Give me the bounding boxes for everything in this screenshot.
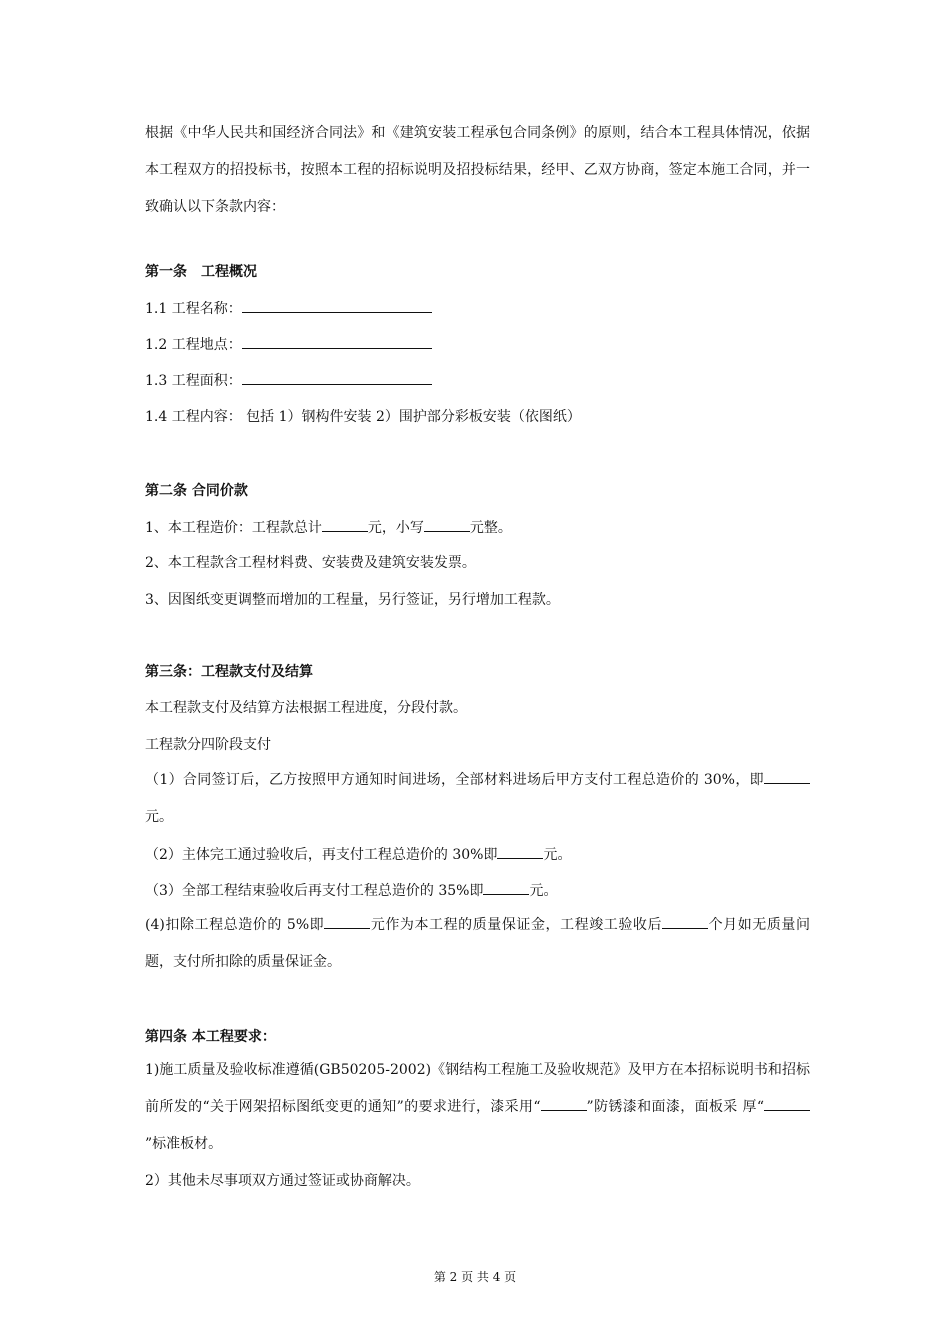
stage1-text: （1）合同签订后，乙方按照甲方通知时间进场，全部材料进场后甲方支付工程总造价的 30%，即	[145, 772, 764, 788]
project-area-label: 1.3 工程面积：	[145, 373, 242, 389]
stage1-blank[interactable]	[764, 769, 810, 784]
stage2-blank[interactable]	[497, 844, 543, 859]
stage4-text: (4)扣除工程总造价的 5%即	[145, 917, 325, 933]
price-includes-line: 2、本工程款含工程材料费、安装费及建筑安装发票。	[145, 555, 476, 571]
project-name-line	[145, 298, 810, 319]
section3-heading: 第三条：工程款支付及结算	[145, 664, 313, 680]
project-name-label: 1.1 工程名称：	[145, 301, 242, 317]
section2-heading: 第二条 合同价款	[145, 483, 248, 499]
section4-heading: 第四条 本工程要求：	[145, 1029, 276, 1045]
stage4-suffix: 个月如无质量问题，支付所扣除的质量保证金。	[145, 917, 810, 970]
stage4-amount-blank[interactable]	[324, 914, 370, 929]
price-total-blank[interactable]	[322, 517, 368, 532]
payment-stage-1	[145, 762, 810, 836]
payment-stage-2	[145, 844, 810, 865]
stage4-middle-text: 元作为本工程的质量保证金，工程竣工验收后	[370, 917, 663, 933]
panel-thickness-blank[interactable]	[764, 1096, 810, 1111]
price-lower-text: 元，小写	[367, 520, 424, 536]
project-location-label: 1.2 工程地点：	[145, 337, 242, 353]
requirement1-suffix: ”标准板材。	[145, 1136, 223, 1152]
payment-stage-4	[145, 907, 810, 981]
stage2-suffix: 元。	[543, 847, 572, 863]
paint-blank[interactable]	[541, 1096, 587, 1111]
stage1-suffix: 元。	[145, 809, 173, 825]
stage2-text: （2）主体完工通过验收后，再支付工程总造价的 30%即	[145, 847, 498, 863]
section1-heading: 第一条 工程概况	[145, 264, 257, 280]
stage3-blank[interactable]	[483, 880, 529, 895]
stage3-text: （3）全部工程结束验收后再支付工程总造价的 35%即	[145, 883, 484, 899]
requirement-2: 2）其他未尽事项双方通过签证或协商解决。	[145, 1173, 420, 1189]
payment-stage-3	[145, 880, 810, 901]
stage3-suffix: 元。	[529, 883, 558, 899]
payment-stages-line: 工程款分四阶段支付	[145, 737, 271, 753]
price-total-line	[145, 517, 810, 538]
page-footer: 第 2 页 共 4 页	[433, 1270, 517, 1284]
project-area-line	[145, 370, 810, 391]
requirement1-middle: ”防锈漆和面漆，面板采 厚“	[586, 1099, 764, 1115]
requirement1-text: 1)施工质量及验收标准遵循(GB50205-2002)《钢结构工程施工及验收规范》及甲方在本招标说明书和招标前所发的“关于网架招标图纸变更的通知”的要求进行，漆采用“	[145, 1062, 810, 1115]
price-suffix-text: 元整。	[469, 520, 512, 536]
project-location-blank[interactable]	[242, 334, 432, 349]
project-location-line	[145, 334, 810, 355]
project-area-blank[interactable]	[242, 370, 432, 385]
project-name-blank[interactable]	[242, 298, 432, 313]
stage4-months-blank[interactable]	[662, 914, 708, 929]
intro-paragraph: 根据《中华人民共和国经济合同法》和《建筑安装工程承包合同条例》的原则，结合本工程具体情况，依据本工程双方的招投标书，按照本工程的招标说明及招投标结果，经甲、乙双方协商，签定本施工合同，并一致确认以下条款内容：	[145, 125, 810, 215]
price-total-text: 1、本工程造价：工程款总计	[145, 520, 322, 536]
payment-method-line: 本工程款支付及结算方法根据工程进度，分段付款。	[145, 700, 467, 716]
price-change-line: 3、因图纸变更调整而增加的工程量，另行签证，另行增加工程款。	[145, 592, 560, 608]
price-lower-blank[interactable]	[424, 517, 470, 532]
requirement-1	[145, 1052, 810, 1163]
project-content-line: 1.4 工程内容： 包括 1）钢构件安装 2）围护部分彩板安装（依图纸）	[145, 409, 581, 425]
